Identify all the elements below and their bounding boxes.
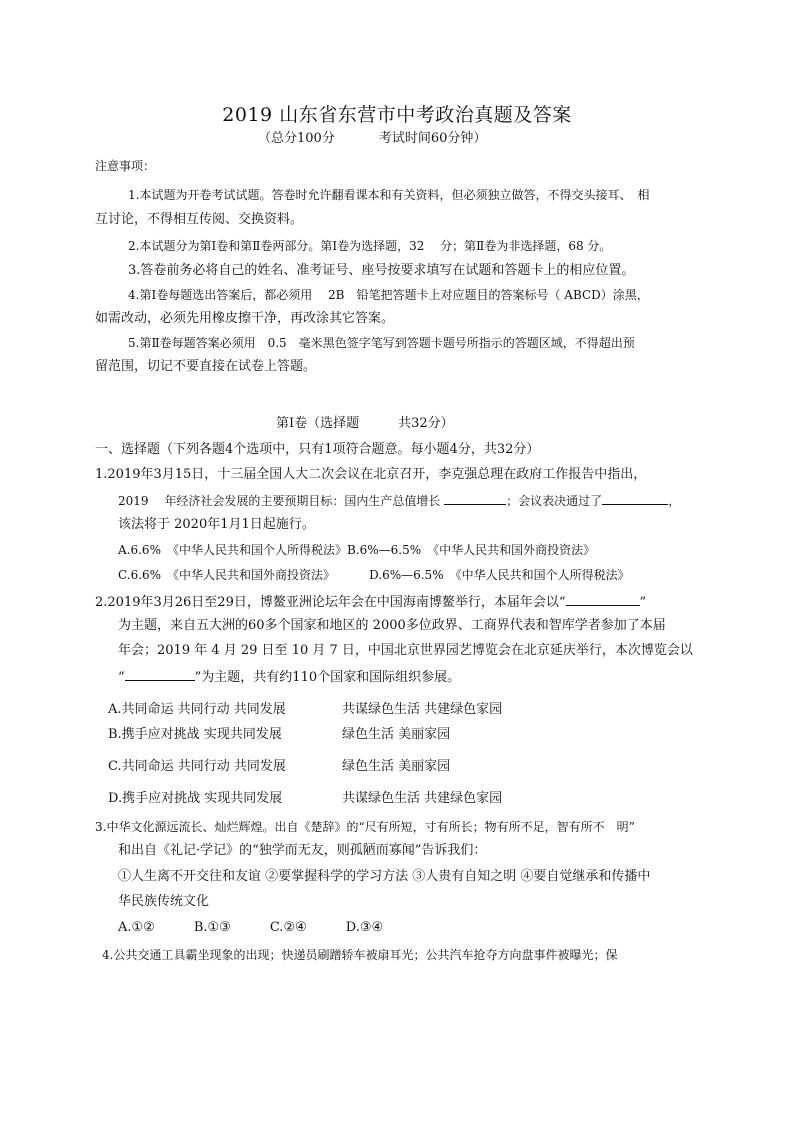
answer-blank: [602, 491, 668, 505]
notice-item-1: 1.本试题为开卷考试试题。答卷时允许翻看课本和有关资料，但必须独立做答，不得交头接耳、 相: [128, 188, 650, 202]
question-3-statements-cont: 华民族传统文化: [118, 894, 210, 909]
page-title: 2019 山东省东营市中考政治真题及答案: [222, 104, 572, 126]
question-2-text-b: ”: [639, 595, 647, 610]
notice-item-4-cont: 如需改动，必须先用橡皮擦干净，再改涂其它答案。: [95, 311, 395, 326]
section-title: 第Ⅰ卷（选择题 共32分）: [276, 416, 454, 431]
question-1-options-ab: A.6.6% 《中华人民共和国个人所得税法》B.6%—6.5% 《中华人民共和国外商投资法》: [118, 543, 596, 557]
question-1-stem-line2: [118, 491, 680, 510]
question-2-option-c: C.共同命运 共同行动 共同发展: [108, 759, 286, 774]
question-2-stem-line3: 年会；2019 年 4 月 29 日至 10 月 7 日，中国北京世界园艺博览会在北京延庆举行，本次博览会以: [118, 643, 693, 658]
question-3-statements: ①人生离不开交往和友谊 ②要掌握科学的学习方法 ③人贵有自知之明 ④要自觉继承和传播中: [118, 869, 651, 884]
question-2-stem: [95, 592, 646, 612]
question-2-text-c: “: [118, 670, 125, 685]
question-2-text-d: ”为主题，共有约110个国家和国际组织参展。: [194, 670, 461, 685]
question-2-option-b-right: 绿色生活 美丽家园: [342, 727, 451, 742]
notice-item-5-cont: 留范围，切记不要直接在试卷上答题。: [95, 359, 317, 374]
notice-item-5: 5.第Ⅱ卷每题答案必须用 0.5 毫米黑色签字笔写到答题卡题号所指示的答题区域，不得超出预: [128, 336, 635, 350]
question-2-option-b: B.携手应对挑战 实现共同发展: [108, 727, 282, 742]
question-1-stem-line3: 该法将于 2020年1月1日起施行。: [118, 517, 315, 532]
answer-blank: [566, 592, 640, 606]
question-3-options: A.①② B.①③ C.②④ D.③④: [118, 920, 384, 935]
question-2-option-d: D.携手应对挑战 实现共同发展: [108, 791, 283, 806]
notice-item-4: 4.第Ⅰ卷每题选出答案后，都必须用 2B 铅笔把答题卡上对应题目的答案标号（ ABCD）涂黑，: [128, 288, 649, 302]
section-instructions: 一、选择题（下列各题4个选项中，只有1项符合题意。每小题4分，共32分）: [95, 442, 540, 457]
question-1-stem: 1.2019年3月15日，十三届全国人大二次会议在北京召开，李克强总理在政府工作报告中指出，: [95, 467, 647, 482]
question-2-option-c-right: 绿色生活 美丽家园: [342, 759, 451, 774]
question-3-stem-line2: 和出自《礼记·学记》的“独学而无友，则孤陋而寡闻”告诉我们：: [118, 843, 487, 858]
notice-item-3: 3.答卷前务必将自己的姓名、准考证号、座号按要求填写在试题和答题卡上的相应位置。: [128, 263, 635, 278]
question-2-option-a-right: 共谋绿色生活 共建绿色家园: [342, 702, 503, 717]
question-1-text-b: ；会议表决通过了: [506, 494, 603, 508]
question-4-stem: 4.公共交通工具霸坐现象的出现；快递员刷蹭轿车被扇耳光；公共汽车抢夺方向盘事件被曝光；保: [102, 948, 618, 962]
question-1-text-c: ，: [668, 494, 681, 508]
question-2-stem-line4: [118, 667, 460, 687]
notice-item-2: 2.本试题分为第Ⅰ卷和第Ⅱ卷两部分。第Ⅰ卷为选择题，32 分；第Ⅱ卷为非选择题，68 分。: [128, 239, 612, 253]
question-1-text-a: 2019 年经济社会发展的主要预期目标：国内生产总值增长: [118, 494, 445, 508]
question-2-text-a: 2.2019年3月26日至29日，博鳌亚洲论坛年会在中国海南博鳌举行，本届年会以“: [95, 595, 566, 610]
answer-blank: [444, 491, 506, 505]
total-score: （总分100分: [258, 131, 335, 146]
notice-item-1-cont: 互讨论，不得相互传阅、交换资料。: [95, 212, 304, 227]
question-2-option-a: A.共同命运 共同行动 共同发展: [108, 702, 286, 717]
exam-info: [258, 127, 486, 146]
answer-blank: [125, 667, 195, 681]
question-2-stem-line2: 为主题，来自五大洲的60多个国家和地区的 2000多位政界、工商界代表和智库学者参加了本届: [118, 618, 666, 633]
question-1-option-d: D.6%—6.5% 《中华人民共和国个人所得税法》: [369, 568, 630, 582]
question-3-stem: 3.中华文化源远流长、灿烂辉煌。出自《楚辞》的“尺有所短，寸有所长；物有所不足，智有所不 明”: [95, 820, 635, 834]
question-1-options-cd: [118, 566, 630, 584]
exam-duration: 考试时间60分钟）: [378, 131, 487, 146]
notice-heading: 注意事项：: [95, 159, 156, 173]
question-2-option-d-right: 共谋绿色生活 共建绿色家园: [342, 791, 503, 806]
question-1-option-c: C.6.6% 《中华人民共和国外商投资法》: [118, 568, 336, 582]
